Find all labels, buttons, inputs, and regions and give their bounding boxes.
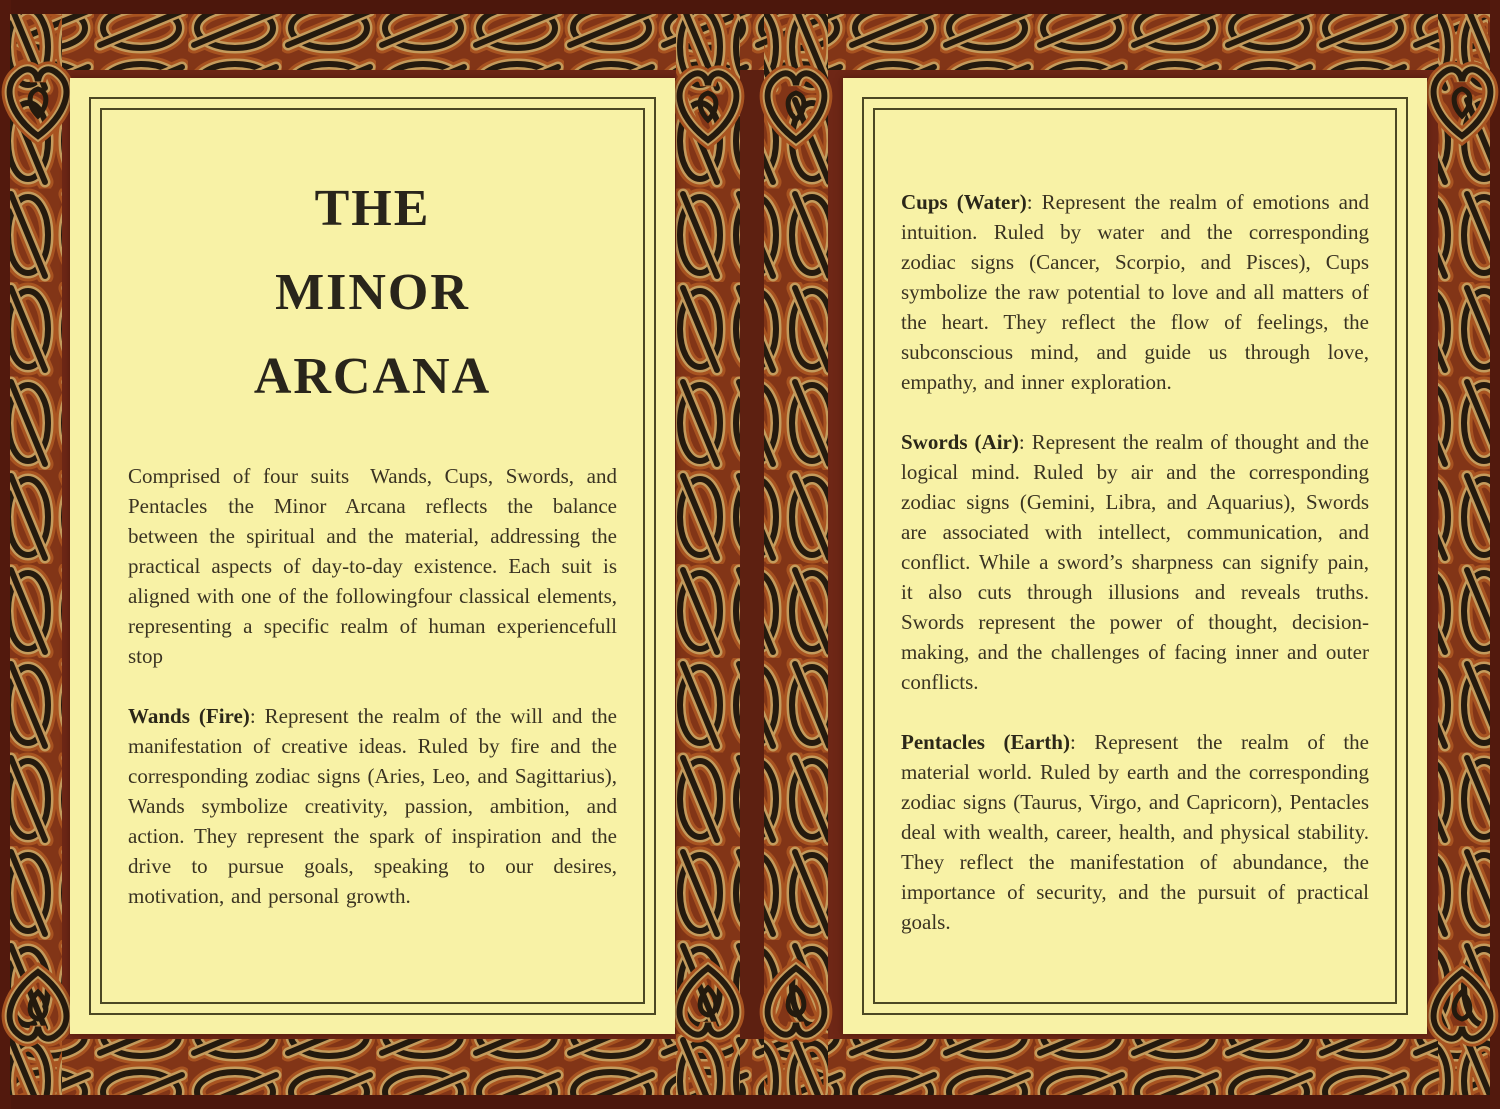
suit-section-pentacles — [901, 727, 1369, 937]
page-title-line-2: MINOR — [275, 264, 470, 321]
suit-section-swords — [901, 427, 1369, 697]
suit-lead-swords: Swords (Air) — [901, 430, 1019, 454]
page-title-line-1: THE — [314, 180, 431, 237]
suit-lead-pentacles: Pentacles (Earth) — [901, 730, 1070, 754]
left-page-content — [128, 109, 617, 1003]
suit-section-wands — [128, 701, 617, 911]
page-title-line-3: ARCANA — [253, 348, 492, 405]
suit-body-cups: : Represent the realm of emotions and intuition. Ruled by water and the corresponding zodiac signs (Cancer, Scorpio, and Pisces), Cups symbolize the raw potential to love and all matters of the heart. They reflect the flow of feelings, the subconscious mind, and guide us through love, empathy, and inner exploration. — [901, 190, 1369, 394]
right-page — [843, 78, 1427, 1034]
suit-section-cups — [901, 187, 1369, 397]
suit-lead-wands: Wands (Fire) — [128, 704, 250, 728]
right-page-content — [901, 109, 1369, 1003]
suit-body-swords: : Represent the realm of thought and the logical mind. Ruled by air and the corresponding zodiac signs (Gemini, Libra, and Aquarius), Swords are associated with intellect, communication, and conflict. While a sword’s sharpness can signify pain, it also cuts through illusions and reveals truths. Swords represent the power of thought, decision-making, and the challenges of facing inner and outer conflicts. — [901, 430, 1369, 694]
suit-body-wands: : Represent the realm of the will and the manifestation of creative ideas. Ruled by fire and the corresponding zodiac signs (Aries, Leo, and Sagittarius), Wands symbolize creativity, passion, ambition, and action. They represent the spark of inspiration and the drive to pursue goals, speaking to our desires, motivation, and personal growth. — [128, 704, 617, 908]
page-title — [128, 167, 617, 419]
left-page — [70, 78, 675, 1034]
intro-paragraph: Comprised of four suits Wands, Cups, Swords, and Pentacles the Minor Arcana reflects the balance between the spiritual and the material, addressing the practical aspects of day-to-day existence. Each suit is aligned with one of the followingfour classical elements, representing a specific realm of human experiencefull stop — [128, 464, 617, 668]
suit-body-pentacles: : Represent the realm of the material world. Ruled by earth and the corresponding zodiac signs (Taurus, Virgo, and Capricorn), Pentacles deal with wealth, career, health, and physical stability. They reflect the manifestation of abundance, the importance of security, and the pursuit of practical goals. — [901, 730, 1369, 934]
suit-lead-cups: Cups (Water) — [901, 190, 1027, 214]
